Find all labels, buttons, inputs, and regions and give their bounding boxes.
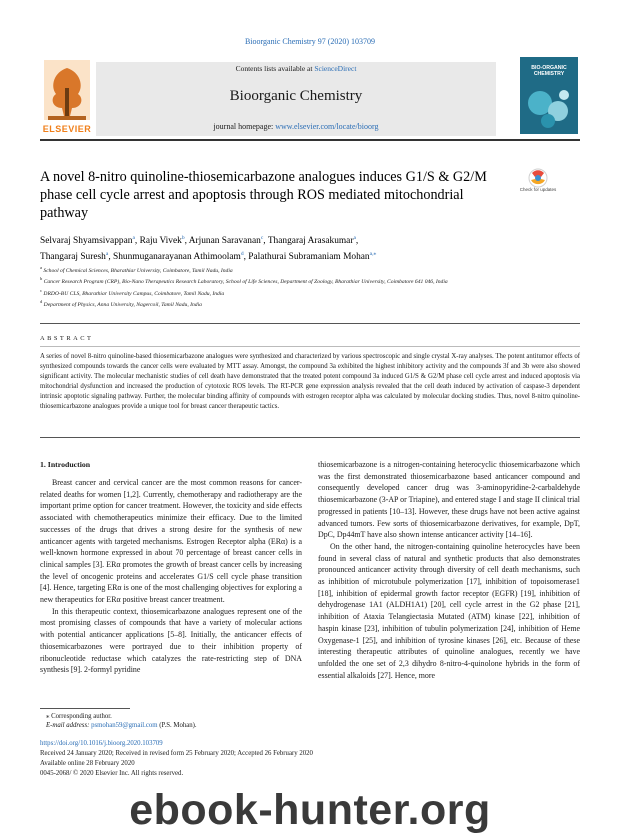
author-affiliation-mark: a [353,235,356,241]
check-for-updates-icon[interactable] [523,168,553,204]
section-rule [40,437,580,438]
cover-artwork [520,81,578,134]
author-name[interactable]: Shunmuganarayanan Athimoolam [113,252,241,263]
affiliation-mark: b [40,276,43,282]
email-line [46,722,197,729]
journal-citation[interactable]: Bioorganic Chemistry 97 (2020) 103709 [244,37,376,46]
author-affiliation-mark: a,⁎ [369,251,377,258]
footnote-rule [40,708,130,709]
affiliation-mark: a [40,265,42,270]
author-list [40,232,580,264]
author-name[interactable]: Palathurai Subramaniam Mohan [248,252,370,263]
affiliation-mark: c [40,287,42,293]
article-title: A novel 8-nitro quinoline-thiosemicarbazone analogues induces G1/S & G2/M phase cell cycle arrest and apoptosis through ROS mediated mitochondrial pathway [40,169,487,221]
body-paragraph: Breast cancer and cervical cancer are the most common reasons for cancer-related deaths for women [1,2]. Currently, chemotherapy and radiotherapy are the important prime option for cancer treatment. However, the toxicity and side effects associated with chemotherapeutics minimize their efficacy. Due to the limited successes of the drugs that drives a strong desire for the synthesis of new anticancer agents with targeted mechanisms. Estrogen Receptor alpha (ERα) is a well-known hormone expressed in about 70 percentage of breast cancer cells in clinical samples [3]. ERα promotes the growth of breast cancer cells by increasing the level of oncogenic proteins and accelerates G1/S cell cycle phase transition [4]. Hence, targeting ERα is one of the most challenging objectives for exploring a new therapeutics for ERα positive breast cancer treatment. [40,478,302,605]
affiliation-item [40,264,540,275]
received-dates: Received 24 January 2020; Received in revised form 25 February 2020; Accepted 26 February 2020 [40,750,313,757]
contents-prefix: Contents lists available at [235,64,315,73]
body-column-left [40,477,302,676]
author-name[interactable]: Raju Vivek [139,236,182,247]
watermark: ebook-hunter.org [129,786,491,834]
author-affiliation-mark: a [132,235,135,241]
body-paragraph: In this therapeutic context, thiosemicarbazone analogues represent one of the most promising classes of compounds that have a variety of molecular actions with potential anticancer applications [5–8]. Initially, the anticancer effects of thiosemicarbazones were portrayed due to their inhibition property of ribonucleotide reductase which catalyzes the rate-restricting step of DNA synthesis [9]. 2-formyl pyridine [40,606,302,675]
publisher-logo-text: ELSEVIER [42,124,92,134]
introduction-heading: 1. Introduction [40,460,91,469]
abstract-rule [40,346,580,347]
affiliation-text: Department of Physics, Anna University, Nagercoil, Tamil Nadu, India [43,301,202,308]
author-affiliation-mark: d [240,251,244,258]
homepage-line [96,122,496,131]
affiliation-item [40,298,540,309]
affiliation-item [40,275,540,286]
author-name[interactable]: Selvaraj Shyamsivappan [40,236,133,247]
homepage-prefix: journal homepage: [213,122,276,131]
contents-line [96,64,496,73]
homepage-link[interactable]: www.elsevier.com/locate/bioorg [275,122,379,131]
affiliation-text: School of Chemical Sciences, Bharathiar University, Coimbatore, Tamil Nadu, India [43,267,233,274]
email-link[interactable]: psmohan59@gmail.com [91,722,158,729]
copyright-line: 0045-2068/ © 2020 Elsevier Inc. All rights reserved. [40,770,184,777]
header-rule [40,139,580,141]
abstract-text: A series of novel 8-nitro quinoline-based thiosemicarbazone analogues were synthesized and characterized by various spectroscopic and single crystal X-ray analyses. The potent antitumor effects of synthesized compounds towards the cancer cells were evaluated by MTT assay. Amongst, the compound 3a exhibited the highest inhibitory activity and the compounds 3f and 3b were also showed significant activity. The molecular mechanistic studies of cell death have demonstrated that the treated potent compound 3a induced G1/S & G2/M phase cell cycle arrest and induced apoptosis via mitochondrial dysfunction and increased the production of cytotoxic ROS levels. The RT-PCR gene expression analysis revealed that the cell death induced by activation of caspase-3 dependent intrinsic apoptotic signaling pathway. Further, the molecular binding affinity of compounds with estrogen receptor alpha was calculated by molecular docking studies. Thus, novel 8-nitro quinoline-thiosemicarbazone analogues provide a unique tool for breast cancer therapeutic tactics. [40,353,580,410]
abstract-heading: ABSTRACT [40,335,94,342]
affiliation-text: DRDO-BU CLS, Bharathiar University Campus, Coimbatore, Tamil Nadu, India [43,290,225,297]
journal-name: Bioorganic Chemistry [229,88,363,104]
doi-link[interactable]: https://doi.org/10.1016/j.bioorg.2020.103709 [40,740,163,747]
body-column-right [318,459,580,681]
author-name[interactable]: Arjunan Saravanan [188,236,261,247]
email-label: E-mail address: [46,722,92,729]
author-name[interactable]: Thangaraj Suresh [40,252,106,263]
body-paragraph: thiosemicarbazone is a nitrogen-containing heterocyclic thiosemicarbazone which was the first demonstrated thiosemicarbazone based anticancer compound and consequently developed cancer drug was 3-aminopyridine-2-carbaldehyde thiosemicarbazone (3-AP or Triapine), and entered stage I and stage II clinical trial progressed in patients [10–13]. However, these drugs have not been active against advanced tumors. Few sorts of thiosemicarbazone derivatives, for example, DpT, DpC, Dp44mT have also shown intense anticancer activity [14–16]. [318,460,580,540]
check-for-updates-label[interactable]: Check for updates [519,187,557,192]
elsevier-tree-logo [40,58,94,134]
affiliation-item [40,287,540,298]
available-online-date: Available online 28 February 2020 [40,760,135,767]
cover-title: BIO-ORGANIC CHEMISTRY [531,65,567,77]
author-affiliation-mark: c [260,235,264,241]
sciencedirect-link[interactable]: ScienceDirect [314,64,357,73]
affiliation-list [40,264,540,309]
body-paragraph: On the other hand, the nitrogen-containing quinoline heterocycles have been found in several class of natural and synthetic products that also demonstrates pronounced anticancer activity through diversity of cell death mechanisms, such as inhibition of microtubule polymerization [17], inhibition of topoisomerase1 [18], inhibition of epidermal growth factor receptor (EGFR) [19], inhibition of dehydrogenase 1A1 (ALDH1A1) [20], cell cycle arrest in the G2 phase [21], inhibition of Ataxia Telangiectasia Mutated (ATM) kinase [22], inhibition of haspin kinase [23], inhibition of tubulin polymerization [24], inhibition of Heme Oxygenase-1 [25], and inhibition of tyrosine kinases [26], etc. Because of these interesting therapeutic attributes of quinoline analogues, recently we have unfolded the one set of 2,3 dihydro 8-nitro-4-quinolone hybrids in the form of essential alkaloids [27]. Hence, more [318,541,580,680]
affiliation-mark: d [40,299,43,305]
author-affiliation-mark: a [105,251,109,258]
author-affiliation-mark: b [181,235,185,241]
author-name[interactable]: Thangaraj Arasakumar [267,236,354,247]
author-line-1: Selvaraj Shyamsivappan$^a$, Raju Vivek$^b$, Arjunan Saravanan$^c$, Thangaraj Arasakumar$^a$, [40,235,359,247]
affiliation-text: Cancer Research Program (CRP), Bio-Nano Therapeutics Research Laboratory, School of Life Sciences, Department of Zoology, Bharathiar University, Coimbatore 641 046, India [43,279,448,286]
section-rule [40,323,580,324]
author-line-2: Thangaraj Suresh$^a$, Shunmuganarayanan Athimoolam$^d$, Palathurai Subramaniam Mohan$^{a,⁎}$ [40,251,377,263]
email-suffix: (P.S. Mohan). [157,722,197,729]
corresponding-author-note: ⁎ Corresponding author. [46,713,112,720]
journal-cover [520,57,578,134]
